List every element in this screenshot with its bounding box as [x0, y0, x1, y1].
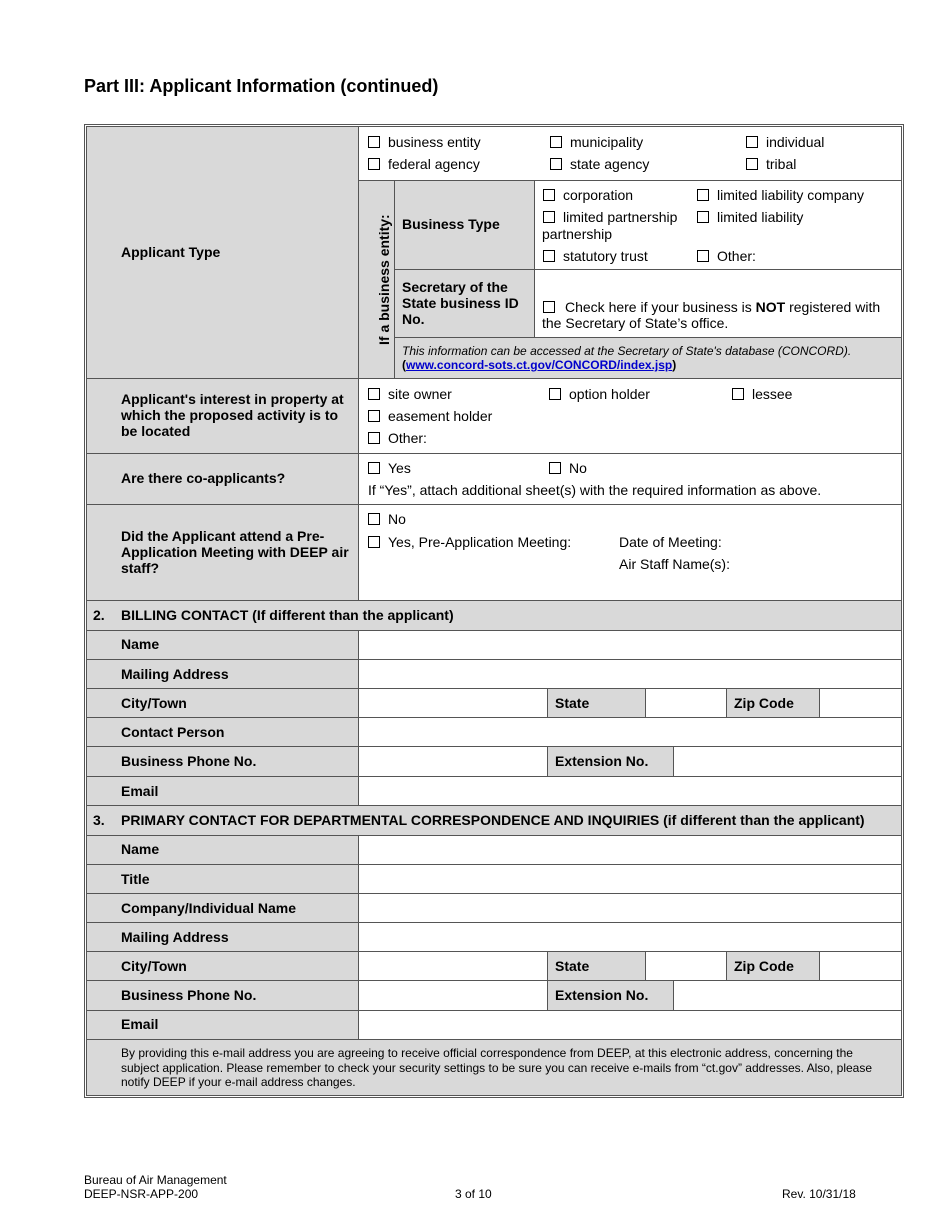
interest-easement-holder[interactable]: easement holder [368, 408, 492, 424]
footer-revision: Rev. 10/31/18 [782, 1187, 856, 1201]
checkbox-icon[interactable] [697, 211, 709, 223]
business-type-label: Business Type [402, 216, 500, 232]
billing-mailing-label: Mailing Address [121, 666, 229, 682]
concord-note: This information can be accessed at the Secretary of State's database (CONCORD). [402, 344, 852, 358]
business-type-corporation[interactable]: corporation [543, 187, 633, 203]
primary-state-label: State [555, 958, 590, 974]
primary-company-field[interactable] [359, 894, 901, 922]
billing-ext-label: Extension No. [555, 753, 649, 769]
footer-bureau: Bureau of Air Management [84, 1173, 227, 1187]
preapp-yes[interactable]: Yes, Pre-Application Meeting: [368, 534, 571, 550]
primary-name-label: Name [121, 841, 160, 857]
checkbox-icon[interactable] [368, 513, 380, 525]
interest-option-holder[interactable]: option holder [549, 386, 650, 402]
coapplicants-yes[interactable]: Yes [368, 460, 411, 476]
checkbox-icon[interactable] [543, 250, 555, 262]
billing-phone-field[interactable] [359, 747, 547, 775]
checkbox-icon[interactable] [550, 136, 562, 148]
applicant-type-federal-agency[interactable]: federal agency [368, 156, 480, 172]
billing-city-field[interactable] [359, 689, 547, 717]
interest-label: Applicant's interest in property at which the proposed activity is to be located [121, 391, 344, 439]
footer-page-number: 3 of 10 [455, 1187, 492, 1201]
checkbox-icon[interactable] [697, 189, 709, 201]
checkbox-icon[interactable] [746, 136, 758, 148]
business-type-statutory-trust[interactable]: statutory trust [543, 248, 648, 264]
applicant-type-label: Applicant Type [121, 244, 221, 260]
business-type-limited-partnership-line2: partnership [542, 226, 613, 242]
sos-not-registered-option[interactable]: Check here if your business is NOT registered with [543, 299, 880, 315]
primary-ext-label: Extension No. [555, 987, 649, 1003]
preapp-no[interactable]: No [368, 511, 406, 527]
primary-zip-field[interactable] [820, 952, 901, 980]
billing-zip-label: Zip Code [734, 695, 794, 711]
preapp-staff-label: Air Staff Name(s): [619, 556, 730, 572]
applicant-type-tribal[interactable]: tribal [746, 156, 796, 172]
billing-section-header: BILLING CONTACT (If different than the applicant) [121, 607, 454, 623]
primary-title-label: Title [121, 871, 150, 887]
checkbox-icon[interactable] [368, 136, 380, 148]
applicant-type-business-entity[interactable]: business entity [368, 134, 481, 150]
preapp-date-label: Date of Meeting: [619, 534, 722, 550]
checkbox-icon[interactable] [368, 410, 380, 422]
page-title: Part III: Applicant Information (continued) [84, 76, 439, 96]
sos-business-id-label: Secretary of the State business ID No. [402, 279, 519, 327]
interest-site-owner[interactable]: site owner [368, 386, 452, 402]
checkbox-icon[interactable] [543, 189, 555, 201]
primary-name-field[interactable] [359, 836, 901, 864]
checkbox-icon[interactable] [550, 158, 562, 170]
billing-phone-label: Business Phone No. [121, 753, 257, 769]
billing-contact-label: Contact Person [121, 724, 225, 740]
applicant-type-municipality[interactable]: municipality [550, 134, 643, 150]
checkbox-icon[interactable] [549, 462, 561, 474]
concord-link[interactable]: www.concord-sots.ct.gov/CONCORD/index.jsp [406, 358, 673, 372]
primary-mailing-label: Mailing Address [121, 929, 229, 945]
primary-mailing-field[interactable] [359, 923, 901, 951]
checkbox-icon[interactable] [368, 388, 380, 400]
coapplicants-no[interactable]: No [549, 460, 587, 476]
footer-form-id: DEEP-NSR-APP-200 [84, 1187, 199, 1201]
billing-state-field[interactable] [646, 689, 726, 717]
billing-section-number: 2. [93, 607, 105, 623]
primary-company-label: Company/Individual Name [121, 900, 297, 916]
interest-lessee[interactable]: lessee [732, 386, 792, 402]
primary-ext-field[interactable] [674, 981, 901, 1009]
preapp-label: Did the Applicant attend a Pre-Application Meeting with DEEP air staff? [121, 528, 349, 576]
billing-zip-field[interactable] [820, 689, 901, 717]
checkbox-icon[interactable] [543, 211, 555, 223]
billing-label-column [87, 631, 358, 806]
checkbox-icon[interactable] [697, 250, 709, 262]
billing-contact-field[interactable] [359, 718, 901, 746]
business-type-limited-liability[interactable]: limited liability [697, 209, 803, 225]
concord-link-line: (www.concord-sots.ct.gov/CONCORD/index.jsp) [402, 358, 677, 372]
primary-phone-label: Business Phone No. [121, 987, 257, 1003]
checkbox-icon[interactable] [746, 158, 758, 170]
primary-email-label: Email [121, 1016, 159, 1032]
sos-not-registered-line2: the Secretary of State’s office. [542, 315, 729, 331]
applicant-type-individual[interactable]: individual [746, 134, 824, 150]
primary-zip-label: Zip Code [734, 958, 794, 974]
coapplicants-note: If “Yes”, attach additional sheet(s) with the required information as above. [368, 482, 822, 498]
checkbox-icon[interactable] [549, 388, 561, 400]
primary-phone-field[interactable] [359, 981, 547, 1009]
billing-email-field[interactable] [359, 777, 901, 805]
billing-name-label: Name [121, 636, 160, 652]
primary-section-header: PRIMARY CONTACT FOR DEPARTMENTAL CORRESPONDENCE AND INQUIRIES (if different than the applicant) [121, 812, 865, 828]
business-type-limited-partnership[interactable]: limited partnership [543, 209, 677, 225]
checkbox-icon[interactable] [368, 536, 380, 548]
primary-section-number: 3. [93, 812, 105, 828]
email-disclaimer: By providing this e-mail address you are agreeing to receive official correspondence from DEEP, at this electronic address, concerning the subject application. Please remember to check your security settings to be sure you can receive e-mails from “ct.gov” addresses. Also, please notify DEEP if your e-mail address changes. [121, 1046, 873, 1089]
primary-city-label: City/Town [121, 958, 187, 974]
primary-city-field[interactable] [359, 952, 547, 980]
business-type-other[interactable]: Other: [697, 248, 756, 264]
billing-email-label: Email [121, 783, 159, 799]
billing-ext-field[interactable] [674, 747, 901, 775]
checkbox-icon[interactable] [368, 462, 380, 474]
billing-state-label: State [555, 695, 590, 711]
checkbox-icon[interactable] [368, 158, 380, 170]
checkbox-icon[interactable] [543, 301, 555, 313]
checkbox-icon[interactable] [732, 388, 744, 400]
billing-mailing-field[interactable] [359, 660, 901, 688]
primary-email-field[interactable] [359, 1011, 901, 1039]
billing-city-label: City/Town [121, 695, 187, 711]
business-type-llc[interactable]: limited liability company [697, 187, 864, 203]
applicant-type-state-agency[interactable]: state agency [550, 156, 649, 172]
checkbox-icon[interactable] [368, 432, 380, 444]
primary-title-field[interactable] [359, 865, 901, 893]
interest-other[interactable]: Other: [368, 430, 427, 446]
primary-state-field[interactable] [646, 952, 726, 980]
coapplicants-label: Are there co-applicants? [121, 470, 286, 486]
business-entity-vertical-label: If a business entity: [376, 214, 392, 345]
billing-name-field[interactable] [359, 631, 901, 659]
